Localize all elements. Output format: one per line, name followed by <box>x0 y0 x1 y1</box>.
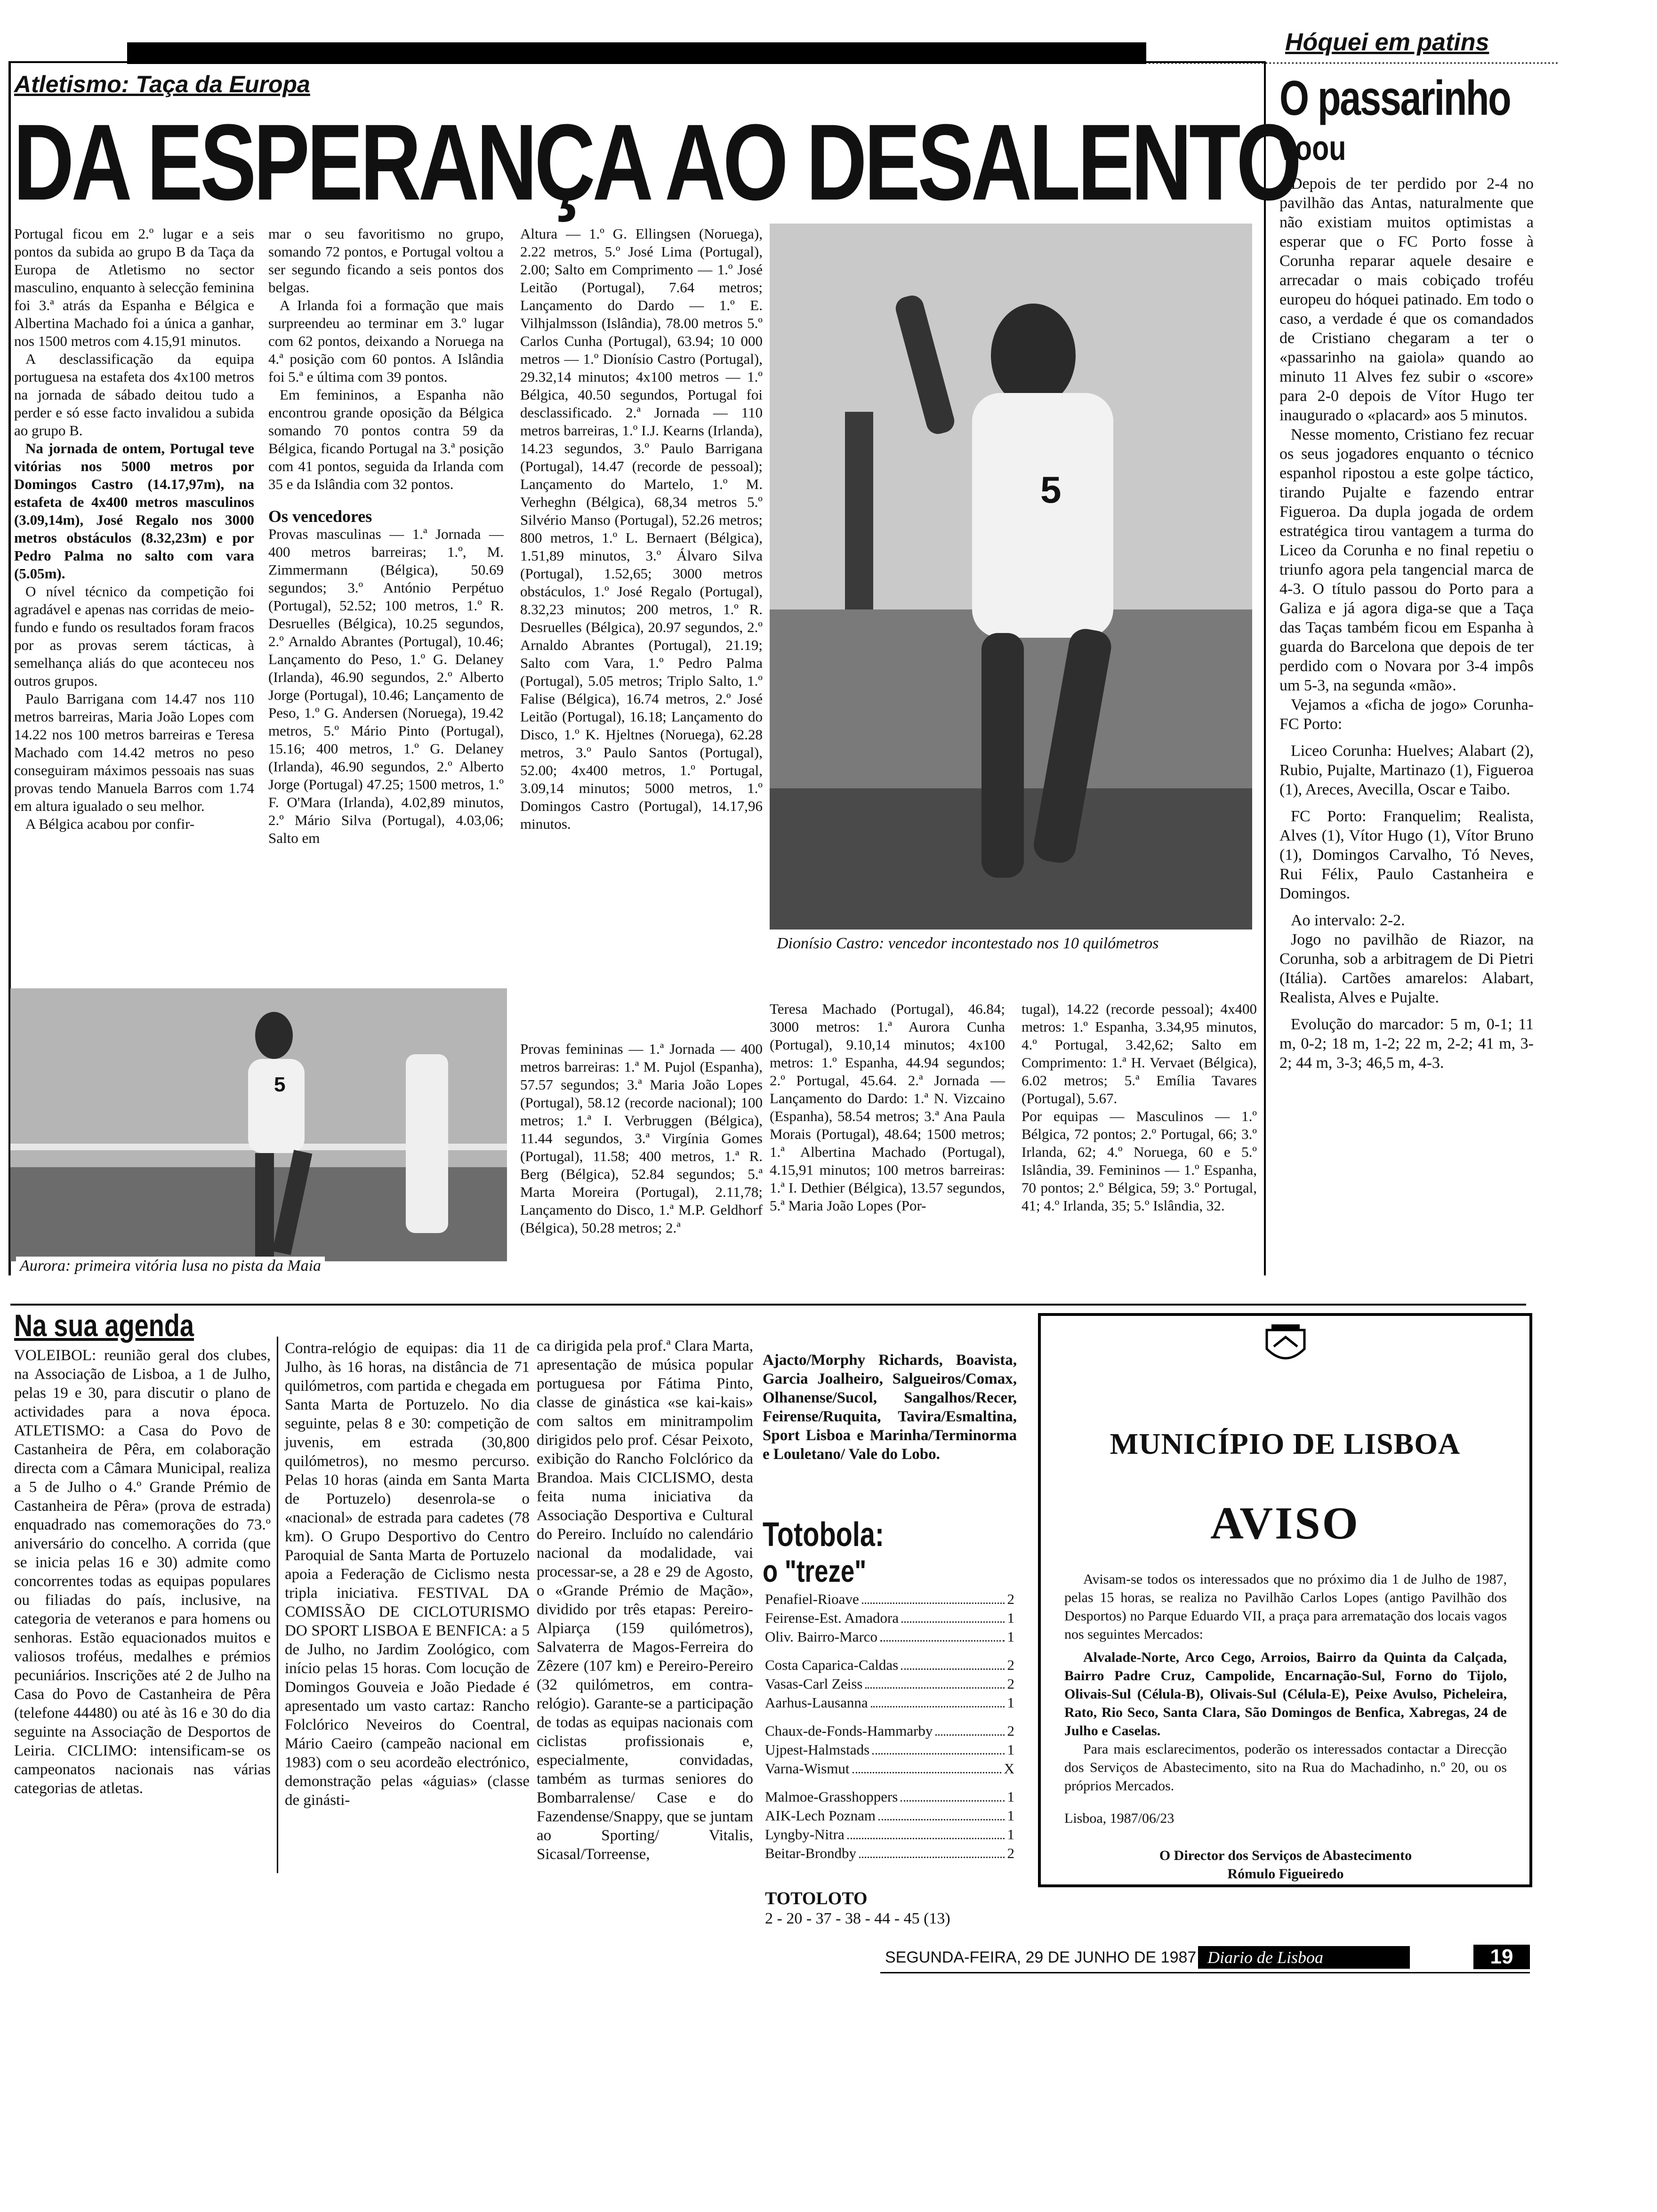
frame-right <box>1264 61 1266 1275</box>
totoloto-numbers: 2 - 20 - 37 - 38 - 44 - 45 (13) <box>765 1910 950 1927</box>
runner-figure-icon <box>10 988 507 1261</box>
totobola-row <box>765 1675 1014 1693</box>
totobola-match: Ujpest-Halmstads <box>765 1741 870 1758</box>
totobola-result: 1 <box>1007 1610 1014 1626</box>
col1-para: Paulo Barrigana com 14.47 nos 110 metros barreiras, Maria João Lopes com 14.22 nos 100 metros barreiras e Teresa Machado com 14.42 metros no peso conseguiram máximos pessoais nas suas provas tendo Manuela Barros com 1.74 em altura igualado o seu melhor. <box>14 690 254 814</box>
totobola-result: 2 <box>1007 1675 1014 1692</box>
footer-page-number: 19 <box>1473 1945 1530 1969</box>
totobola-row <box>765 1844 1014 1863</box>
totobola-row <box>765 1759 1014 1778</box>
agenda-col1 <box>14 1346 271 1850</box>
dot-leader <box>878 1806 1005 1820</box>
totobola-result: 2 <box>1007 1657 1014 1673</box>
totobola-result: 1 <box>1007 1826 1014 1843</box>
dot-leader <box>901 1656 1004 1670</box>
totobola-gap <box>765 1646 1014 1656</box>
col1-para: A desclassificação da equipa portuguesa na estafeta dos 4x100 metros na jornada de sábado deitou tudo a perder e só esse facto invalidou a subida ao grupo B. <box>14 351 254 439</box>
totobola-result: 2 <box>1007 1591 1014 1607</box>
totobola-match: Lyngby-Nitra <box>765 1826 845 1843</box>
agenda-text: VOLEIBOL: reunião geral dos clubes, na Associação de Lisboa, a 1 de Julho, pelas 19 e 30, para discutir o plano de actividades para a nova época. ATLETISMO: a Casa do Povo de Castanheira de Pêra, em colaboração directa com a Câmara Municipal, realiza a 5 de Julho o 4.º Grande Prémio de Castanheira de Pêra» (prova de estrada) enquadrado nas comemorações do 73.º aniversário do concelho. A corrida (que se inicia pelas 16 e 30) admite como concorrentes todas as equipas populares ou filiadas do país, inclusive, na categoria de veteranos e para homens ou senhoras. Estão equacionados muitos e valiosos troféus, medalhes e prémios pecuniários. Inscrições até 2 de Julho na Casa do Povo de Castanheira de Pêra (telefone 44480) ou até às 16 e 30 do dia seguinte na Associação de Desportos de Leiria. CICLIMO: intensificam-se os campeonatos nacionais nas várias categorias de atletas. <box>14 1347 271 1797</box>
totobola-row <box>765 1693 1014 1712</box>
totobola-match: AIK-Lech Poznam <box>765 1807 876 1824</box>
hoquei-lineup-liceo: Liceo Corunha: Huelves; Alabart (2), Rubio, Pujalte, Martinazo (1), Figueroa (1), Areces, Avecilla, Oscar e Taibo. <box>1279 742 1534 798</box>
totobola-row <box>765 1656 1014 1675</box>
article-col5 <box>1022 1000 1257 1278</box>
hoquei-para: Depois de ter perdido por 2-4 no pavilhão das Antas, naturalmente que não existiam muitos optimistas a esperar que o FC Porto fosse à Corunha reparar aquele desaire e arrecadar o mais cobiçado troféu europeu do hóquei patinado. Em todo o caso, a verdade é que os comandados de Cristiano chegaram a ter o «passarinho na gaiola» quando ao minuto 11 Alves fez subir o «score» para 2-0 depois de Vítor Hugo ter inaugurado o «placard» aos 5 minutos. <box>1279 175 1534 424</box>
ad-signature-title: O Director dos Serviços de Abastecimento <box>1159 1848 1412 1863</box>
totobola-match: Penafiel-Rioave <box>765 1591 859 1607</box>
ad-subtitle: AVISO <box>1210 1498 1360 1549</box>
col3-results: Altura — 1.º G. Ellingsen (Noruega), 2.22 metros, 5.º José Lima (Portugal), 2.00; Salto em Comprimento — 1.º José Leitão (Portugal), 7.64 metros; Lançamento do Dardo — 1.º E. Vilhjalmsson (Islândia), 78.00 metros 5.º Carlos Cunha (Portugal), 63.94; 10 000 metros — 1.º Dionísio Castro (Portugal), 29.32,14 minutos; 4x100 metros — 1.º Bélgica, 40.50 segundos, Portugal foi desclassificado. 2.ª Jornada — 110 metros barreiras, 1.º I.J. Kearns (Irlanda), 14.23 segundos, 3.º Paulo Barrigana (Portugal), 14.47 (recorde de pessoal); Lançamento do Martelo, 1.º M. Verheghn (Bélgica), 68,34 metros 5.º Silvério Manso (Portugal), 52.26 metros; 800 metros, 1.º L. Bernaert (Bélgica), 1.51,89 minutos, 3.º Álvaro Silva (Portugal), 1.52,65; 3000 metros obstáculos, 1.º José Regalo (Portugal), 8.32,23 minutos; 200 metros, 1.º R. Desruelles (Bélgica), 20.97 segundos, 2.º Arnaldo Abrantes (Portugal), 21.19; Salto com Vara, 1.º Pedro Palma (Portugal), 5.05 metros; Triplo Salto, 1.º Falise (Bélgica), 16.74 metros, 2.º José Leitão (Portugal), 16.18; Lançamento do Disco, 1.º K. Hjeltnes (Noruega), 62.28 metros, 3.º Paulo Santos (Portugal), 52.00; 4x400 metros, 1.º Portugal, 3.09,14 minutos; 5000 metros, 1.º Domingos Castro (Portugal), 14.17,96 minutos. <box>520 225 763 832</box>
dot-leader <box>847 1825 1005 1839</box>
municipio-ad <box>1038 1313 1532 1887</box>
totobola-result: 2 <box>1007 1723 1014 1739</box>
bib-number-small: 5 <box>274 1073 286 1096</box>
totobola-result: 1 <box>1007 1807 1014 1824</box>
dot-leader <box>901 1787 1004 1802</box>
hoquei-para: Evolução do marcador: 5 m, 0-1; 11 m, 0-2; 18 m, 1-2; 22 m, 2-2; 41 m, 3-2; 44 m, 3-3; 46,5 m, 4-3. <box>1279 1016 1534 1072</box>
agenda-col4 <box>763 1351 1017 1520</box>
totobola-title: Totobola: <box>763 1516 885 1554</box>
agenda-text: Ajacto/Morphy Richards, Boavista, Garcia Joalheiro, Salgueiros/Comax, Olhanense/Sucol, Sangalhos/Recer, Feirense/Ruquita, Tavira/Esmaltina, Sport Lisboa e Marinha/Terminorma e Louletano/ Vale do Lobo. <box>763 1352 1017 1463</box>
totobola-row <box>765 1627 1014 1646</box>
totobola-gap <box>765 1712 1014 1722</box>
dot-leader <box>859 1844 1005 1858</box>
hoquei-title: O passarinho <box>1279 71 1511 126</box>
totobola-result: 1 <box>1007 1788 1014 1805</box>
article-kicker: Atletismo: Taça da Europa <box>14 71 310 97</box>
col5-equipas: Por equipas — Masculinos — 1.º Bélgica, 72 pontos; 2.º Portugal, 66; 3.º Irlanda, 62; 4.º Noruega, 60 e 5.º Islândia, 39. Femininos — 1.º Espanha, 70 pontos; 2.º Bélgica, 59; 3.º Portugal, 41; 4.º Irlanda, 35; 5.º Islândia, 32. <box>1022 1108 1257 1214</box>
totobola-match: Malmoe-Grasshoppers <box>765 1788 898 1805</box>
col2-para: mar o seu favoritismo no grupo, somando 72 pontos, e Portugal voltou a ser segundo ficando a seis pontos dos belgas. <box>268 225 504 296</box>
hoquei-para: Vejamos a «ficha de jogo» Corunha-FC Porto: <box>1279 696 1534 733</box>
agenda-title: Na sua agenda <box>14 1308 194 1343</box>
article-col2 <box>268 225 504 983</box>
ad-contact: Para mais esclarecimentos, poderão os interessados contactar a Direcção dos Serviços de Abastecimento, sito na Rua do Machadinho, n.º 20, ou os próprios Mercados. <box>1064 1741 1507 1794</box>
ad-title: MUNICÍPIO DE LISBOA <box>1110 1427 1461 1460</box>
col1-para: Na jornada de ontem, Portugal teve vitórias nos 5000 metros por Domingos Castro (14.17,97m), na estafeta de 4x400 metros masculinos (3.09,14m), José Regalo nos 3000 metros obstáculos (8.32,23m) e por Pedro Palma no salto com vara (5.05m). <box>14 440 254 582</box>
hoquei-body <box>1279 174 1534 1304</box>
agenda-col3 <box>537 1337 753 1863</box>
bib-number: 5 <box>1040 469 1062 511</box>
totobola-match: Aarhus-Lausanna <box>765 1694 868 1711</box>
winners-results: Provas masculinas — 1.ª Jornada — 400 metros barreiras; 1.º, M. Zimmermann (Bélgica), 50.69 segundos; 3.º António Perpétuo (Portugal), 52.52; 100 metros, 1.º R. Desruelles (Bélgica), 10.25 segundos, 2.º Arnaldo Abrantes (Portugal), 10.46; Lançamento do Peso, 1.º G. Delaney (Irlanda), 46.90 segundos, 2.º Alberto Jorge (Portugal), 10.46; Lançamento de Peso, 1.º G. Andersen (Noruega), 19.42 metros, 5.º Mário Pinto (Portugal), 15.16; 400 metros, 1.º G. Delaney (Irlanda), 46.90 segundos, 2.º Alberto Jorge (Portugal) 47.25; 1500 metros, 1.º F. O'Mara (Irlanda), 4.02,89 minutos, 2.º Mário Silva (Portugal), 4.03,06; Salto em <box>268 526 504 846</box>
dot-leader <box>871 1693 1005 1707</box>
col5-results: tugal), 14.22 (recorde pessoal); 4x400 metros: 1.º Espanha, 3.34,95 minutos, 4.º Portugal, 3.42,62; Salto em Comprimento: 1.ª H. Vervaet (Bélgica), 6.02 metros; 5.ª Emília Tavares (Portugal), 5.67. <box>1022 1001 1257 1106</box>
totobola-subtitle: o "treze" <box>763 1554 867 1588</box>
frame-top <box>8 61 1265 63</box>
ad-body <box>1064 1570 1507 1883</box>
totobola-row <box>765 1787 1014 1806</box>
agenda-divider <box>277 1337 278 1873</box>
totobola-row <box>765 1722 1014 1740</box>
dot-leader <box>935 1722 1004 1736</box>
article-col3 <box>520 225 763 851</box>
winners-heading: Os vencedores <box>268 507 372 526</box>
footer-date: SEGUNDA-FEIRA, 29 DE JUNHO DE 1987 <box>885 1948 1197 1966</box>
dot-leader <box>862 1590 1005 1604</box>
hoquei-lineup-porto: FC Porto: Franquelim; Realista, Alves (1), Vítor Hugo (1), Vítor Bruno (1), Domingos Carvalho, Tó Neves, Rui Félix, Paulo Castanheira e Domingos. <box>1279 808 1534 902</box>
ad-signature-name: Rómulo Figueiredo <box>1227 1866 1344 1882</box>
col3-fem-results: Provas femininas — 1.ª Jornada — 400 metros barreiras: 1.ª M. Pujol (Espanha), 57.57 segundos; 3.ª Maria João Lopes (Portugal), 58.12 (recorde nacional); 100 metros; 1.ª I. Verbruggen (Bélgica), 11.44 segundos, 3.ª Virgínia Gomes (Portugal), 11.58; 400 metros, 1.ª R. Berg (Bélgica), 52.84 segundos; 5.ª Marta Moreira (Portugal), 2.11,78; Lançamento do Disco, 1.ª M.P. Geldhorf (Bélgica), 50.28 metros; 2.ª <box>520 1041 763 1236</box>
totobola-list <box>765 1590 1014 1863</box>
hoquei-para: Nesse momento, Cristiano fez recuar os seus jogadores enquanto o técnico espanhol ripostou a este golpe táctico, tirando Pujalte e fazendo entrar Figueroa. Da dupla jogada de ordem estratégica tirou vantagem a turma do Liceo da Corunha e no final repetiu o triunfo agora pela tangencial marca de 4-3. O título passou do Porto para a Galiza e já agora diga-se que a Taça das Taças também ficou em Espanha à guarda do Barcelona que depois de ter perdido com o Novara por 3-4 impôs um 5-3, na segunda «mão». <box>1279 426 1534 694</box>
footer-paper-logo: Diario de Lisboa <box>1198 1946 1410 1969</box>
totobola-result: 1 <box>1007 1694 1014 1711</box>
photo-small-caption: Aurora: primeira vitória lusa no pista da Maia <box>16 1257 325 1275</box>
totobola-match: Chaux-de-Fonds-Hammarby <box>765 1723 933 1739</box>
dot-leader <box>880 1627 1004 1642</box>
hoquei-kicker: Hóquei em patins <box>1285 29 1489 56</box>
article-col4 <box>770 1000 1005 1278</box>
totobola-row <box>765 1740 1014 1759</box>
totobola-result: 2 <box>1007 1845 1014 1861</box>
totobola-match: Varna-Wismut <box>765 1760 850 1777</box>
totobola-match: Oliv. Bairro-Marco <box>765 1628 878 1645</box>
totobola-row <box>765 1806 1014 1825</box>
article-col1 <box>14 225 254 983</box>
totobola-match: Vasas-Carl Zeiss <box>765 1675 863 1692</box>
hoquei-para: Jogo no pavilhão de Riazor, na Corunha, sob a arbitragem de Di Pietri (Itália). Cartões amarelos: Alabart, Realista, Alves e Pujalte. <box>1279 931 1534 1006</box>
totobola-match: Costa Caparica-Caldas <box>765 1657 899 1673</box>
totobola-gap <box>765 1778 1014 1787</box>
col1-para: A Bélgica acabou por confir- <box>25 816 195 832</box>
col2-para: A Irlanda foi a formação que mais surpreendeu ao terminar em 3.º lugar com 62 pontos, deixando a Noruega na 4.ª posição com 60 pontos. A Islândia foi 5.ª e última com 39 pontos. <box>268 297 504 385</box>
totoloto-title: TOTOLOTO <box>765 1889 868 1908</box>
totobola-match: Beitar-Brondby <box>765 1845 856 1861</box>
ad-markets: Alvalade-Norte, Arco Cego, Arroios, Bairro da Quinta da Calçada, Bairro Padre Cruz, Campolide, Encarnação-Sul, Forno do Tijolo, Olivais-Sul (Célula-B), Olivais-Sul (Célula-E), Peixe Avulso, Picheleira, Rato, Rio Seco, Santa Clara, São Domingos de Benfica, Xabregas, 24 de Julho e Caselas. <box>1064 1650 1507 1739</box>
dot-leader <box>853 1759 1001 1773</box>
totobola-match: Feirense-Est. Amadora <box>765 1610 899 1626</box>
photo-dionisio-castro <box>770 224 1252 930</box>
dot-leader <box>901 1609 1004 1623</box>
totobola-result: 1 <box>1007 1628 1014 1645</box>
ad-body-text: Avisam-se todos os interessados que no próximo dia 1 de Julho de 1987, pelas 15 horas, se realiza no Pavilhão Carlos Lopes (antigo Pavilhão dos Desportos) no Parque Eduardo VII, a praça para arrematação dos locais vagos nos seguintes Mercados: <box>1064 1571 1507 1642</box>
runner-figure-icon <box>770 224 1252 930</box>
totobola-result: 1 <box>1007 1741 1014 1758</box>
totobola-row <box>765 1609 1014 1627</box>
lisbon-coat-of-arms-icon <box>1257 1321 1314 1372</box>
col2-para: Em femininos, a Espanha não encontrou grande oposição da Bélgica somando 70 pontos contra 59 da Bélgica, ficando Portugal na 3.ª posição com 41 pontos, seguida da Irlanda com 35 e da Islândia com 32 pontos. <box>268 386 504 492</box>
photo-big-caption: Dionísio Castro: vencedor incontestado nos 10 quilómetros <box>777 935 1159 952</box>
hoquei-subtitle: voou <box>1279 128 1346 168</box>
hoquei-para: Ao intervalo: 2-2. <box>1291 912 1405 929</box>
dot-leader <box>872 1740 1004 1755</box>
agenda-text: Contra-relógio de equipas: dia 11 de Julho, às 16 horas, na distância de 71 quilómetros, com partida e chegada em Santa Marta de Portuzelo. No dia seguinte, pelas 8 e 30: competição de juvenis, em estrada (30,800 quilómetros), no mesmo percurso. Pelas 10 horas (ainda em Santa Marta de Portuzelo) desenrola-se o «nacional» de estrada para cadetes (78 km). O Grupo Desportivo do Centro Paroquial de Santa Marta de Portuzelo apoia a Federação de Ciclismo nesta tripla iniciativa. FESTIVAL DA COMISSÃO DE CICLOTURISMO DO SPORT LISBOA E BENFICA: a 5 de Julho, no Jardim Zoológico, com início pelas 15 horas. Com locução de Domingos Gouveia e João Piedade é apresentado um vasto cartaz: Rancho Folclórico Neveiros do Coentral, Mário Caeiro (campeão nacional em 1983) com o seu acordeão electrónico, demonstração pelas «águias» (classe de ginásti- <box>285 1340 530 1809</box>
dot-leader <box>865 1675 1004 1689</box>
agenda-col2 <box>285 1339 530 1850</box>
totobola-result: X <box>1004 1760 1014 1777</box>
footer-rule <box>880 1972 1530 1973</box>
agenda-top-rule <box>10 1304 1526 1306</box>
totobola-row <box>765 1590 1014 1609</box>
totobola-row <box>765 1825 1014 1844</box>
col4-results: Teresa Machado (Portugal), 46.84; 3000 metros: 1.ª Aurora Cunha (Portugal), 9.10,14 minutos; 4x100 metros: 1.º Espanha, 44.94 segundos; 2.º Portugal, 45.64. 2.ª Jornada — Lançamento do Dardo: 1.ª N. Vizcaino (Espanha), 58.54 metros; 3.ª Ana Paula Morais (Portugal), 48.64; 1500 metros; 1.ª Albertina Machado (Portugal), 4.15,91 minutos; 100 metros barreiras: 1.ª I. Dethier (Bélgica), 13.57 segundos, 5.ª Maria João Lopes (Por- <box>770 1001 1005 1214</box>
article-headline: DA ESPERANÇA AO DESALENTO <box>13 102 1299 223</box>
agenda-text: ca dirigida pela prof.ª Clara Marta, apresentação de música popular portuguesa por Fátima Pinto, classe de ginástica «se kai-kais» com saltos em minitrampolim dirigidos pelo prof. César Peixoto, exibição do Rancho Folclórico da Brandoa. Mais CICLISMO, desta feita numa iniciativa da Associação Desportiva e Cultural do Pereiro. Incluído no calendário nacional da modalidade, vai processar-se, a 28 e 29 de Agosto, o «Grande Prémio de Mação», dividido por três etapas: Pereiro-Alpiarça (159 quilómetros), Salvaterra de Magos-Ferreira do Zêzere (107 km) e Pereiro-Pereiro (32 quilómetros, em contra-relógio). Garante-se a participação de todas as equipas nacionais com ciclistas profissionais e, especialmente, convidadas, também as turmas seniores do Bombarralense/ Case e do Fazendense/Snappy, que se juntam ao Sporting/ Vitalis, Sicasal/Torreense, <box>537 1338 753 1863</box>
col1-para: O nível técnico da competição foi agradável e apenas nas corridas de meio-fundo e fundo os resultados foram fracos por as provas serem tácticas, à semelhança aliás do que aconteceu nos outros grupos. <box>14 583 254 689</box>
ad-date: Lisboa, 1987/06/23 <box>1064 1811 1174 1826</box>
col1-para: Portugal ficou em 2.º lugar e a seis pontos da subida ao grupo B da Taça da Europa de Atletismo no sector masculino, enquanto à selecção feminina foi 3.ª atrás da Espanha e Bélgica e Albertina Machado foi a única a ganhar, nos 1500 metros com 4.15,91 minutos. <box>14 225 254 349</box>
article-col3-fem <box>520 1040 763 1275</box>
photo-aurora <box>10 988 507 1261</box>
